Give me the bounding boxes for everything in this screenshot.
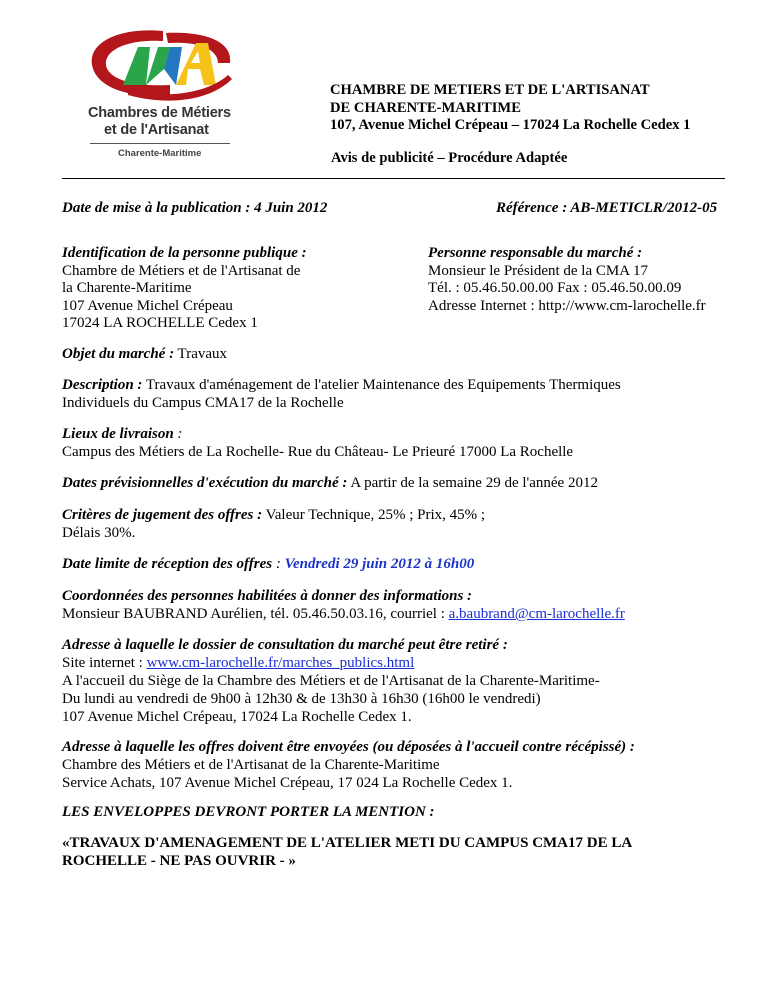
envoi-section [62, 738, 742, 792]
identification-line: 17024 LA ROCHELLE Cedex 1 [62, 315, 258, 331]
objet-value: Travaux [174, 346, 228, 362]
header-line2: DE CHARENTE-MARITIME [330, 99, 521, 116]
date-limite-section [62, 555, 742, 573]
contact-email-link[interactable]: a.baubrand@cm-larochelle.fr [448, 606, 625, 622]
logo-line2: et de l'Artisanat [104, 122, 209, 138]
header-line1: CHAMBRE DE METIERS ET DE L'ARTISANAT [330, 82, 650, 98]
issuer-header [330, 82, 690, 135]
criteres-line1: Valeur Technique, 25% ; Prix, 45% ; [262, 507, 486, 523]
mention-line2: ROCHELLE - NE PAS OUVRIR - » [62, 853, 296, 869]
lieux-section [62, 425, 742, 461]
retrait-line4: 107 Avenue Michel Crépeau, 17024 La Rochelle Cedex 1. [62, 709, 412, 725]
logo-subtitle: Charente-Maritime [118, 148, 202, 159]
coordonnees-label: Coordonnées des personnes habilitées à donner des informations : [62, 588, 473, 604]
responsable-label: Personne responsable du marché : [428, 245, 643, 261]
identification-block [62, 245, 307, 333]
retrait-section [62, 636, 742, 726]
retrait-site-label: Site internet : [62, 655, 147, 671]
marches-publics-link[interactable]: www.cm-larochelle.fr/marches_publics.html [146, 655, 415, 671]
reference: Référence : AB-METICLR/2012-05 [496, 200, 718, 216]
envoi-line1: Chambre des Métiers et de l'Artisanat de la Charente-Maritime [62, 757, 440, 773]
description-line2: Individuels du Campus CMA17 de la Rochelle [62, 395, 344, 411]
identification-label: Identification de la personne publique : [62, 245, 307, 261]
criteres-section [62, 506, 742, 542]
lieux-label: Lieux de livraison [62, 426, 174, 442]
description-label: Description : [62, 377, 143, 393]
dates-label: Dates prévisionnelles d'exécution du marché : [62, 475, 348, 491]
publication-date: Date de mise à la publication : 4 Juin 2012 [62, 200, 328, 216]
envoi-line2: Service Achats, 107 Avenue Michel Crépeau, 17 024 La Rochelle Cedex 1. [62, 775, 513, 791]
coordonnees-text: Monsieur BAUBRAND Aurélien, tél. 05.46.50.03.16, courriel : [62, 606, 449, 622]
lieux-value: Campus des Métiers de La Rochelle- Rue du Château- Le Prieuré 17000 La Rochelle [62, 444, 574, 460]
responsable-line: Monsieur le Président de la CMA 17 [428, 262, 648, 279]
description-line1: Travaux d'aménagement de l'atelier Maintenance des Equipements Thermiques [142, 377, 621, 393]
description-section [62, 376, 742, 412]
date-limite-value: Vendredi 29 juin 2012 à 16h00 [284, 556, 475, 572]
criteres-line2: Délais 30%. [62, 525, 136, 541]
retrait-label: Adresse à laquelle le dossier de consultation du marché peut être retiré : [62, 637, 508, 653]
identification-line: 107 Avenue Michel Crépeau [62, 297, 233, 314]
responsable-line: Tél. : 05.46.50.00.00 Fax : 05.46.50.00.09 [428, 280, 682, 296]
logo-line1: Chambres de Métiers [88, 105, 231, 121]
mention-line1: «TRAVAUX D'AMENAGEMENT DE L'ATELIER METI DU CAMPUS CMA17 DE LA [62, 835, 633, 851]
retrait-line2: A l'accueil du Siège de la Chambre des Métiers et de l'Artisanat de la Charente-Maritime- [62, 673, 600, 689]
criteres-label: Critères de jugement des offres : [62, 507, 263, 523]
objet-section [62, 345, 742, 363]
identification-line: la Charente-Maritime [62, 280, 192, 296]
lieux-colon: : [173, 426, 183, 442]
identification-line: Chambre de Métiers et de l'Artisanat de [62, 262, 301, 279]
responsable-line: Adresse Internet : http://www.cm-larochelle.fr [428, 297, 706, 314]
dates-section [62, 474, 742, 492]
cma-logo [88, 25, 238, 160]
mention-label: LES ENVELOPPES DEVRONT PORTER LA MENTION : [62, 804, 435, 820]
date-limite-colon: : [272, 556, 285, 572]
objet-label: Objet du marché : [62, 346, 175, 362]
retrait-line3: Du lundi au vendredi de 9h00 à 12h30 & de 13h30 à 16h30 (16h00 le vendredi) [62, 691, 541, 707]
logo-divider [90, 143, 230, 144]
coordonnees-section [62, 587, 742, 623]
date-limite-label: Date limite de réception des offres [62, 556, 273, 572]
mention-block [62, 834, 742, 870]
envoi-label: Adresse à laquelle les offres doivent être envoyées (ou déposées à l'accueil contre récépissé) : [62, 739, 635, 755]
header-address: 107, Avenue Michel Crépeau – 17024 La Rochelle Cedex 1 [330, 117, 691, 133]
dates-value: A partir de la semaine 29 de l'année 2012 [347, 475, 598, 491]
notice-title: Avis de publicité – Procédure Adaptée [331, 150, 568, 166]
responsable-block [428, 245, 706, 315]
cma-logo-icon [88, 25, 238, 105]
header-divider [62, 178, 725, 179]
